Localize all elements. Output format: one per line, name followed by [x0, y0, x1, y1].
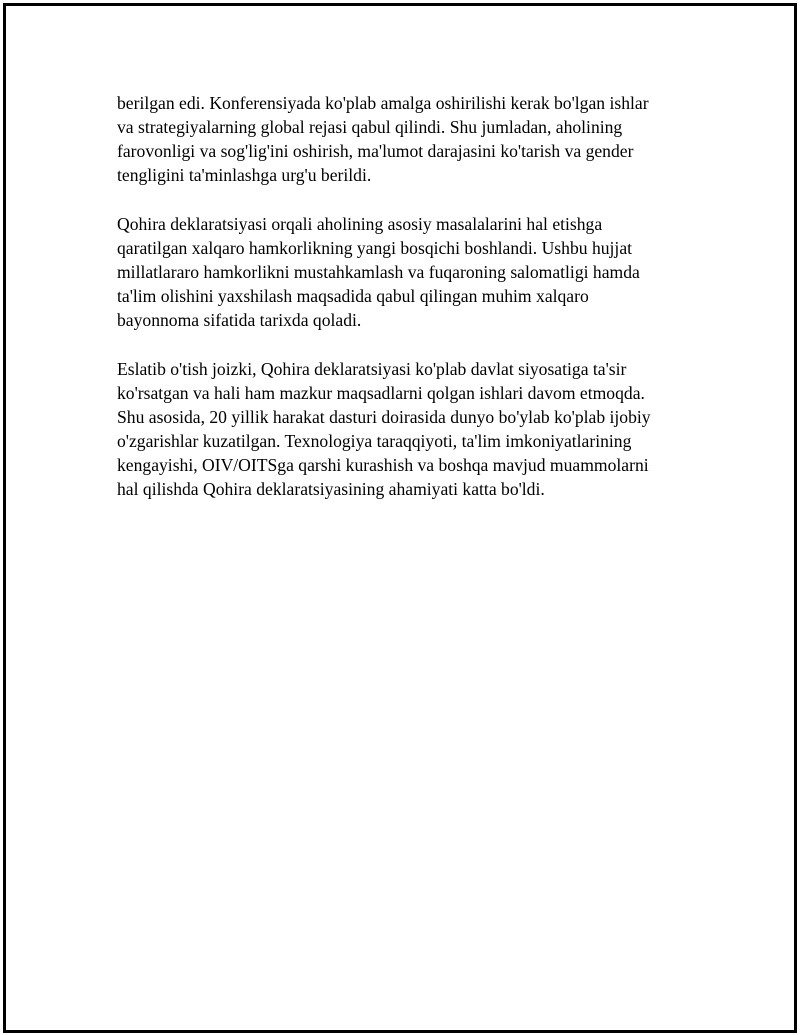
paragraph-line: o'zgarishlar kuzatilgan. Texnologiya taraqqiyoti, ta'lim imkoniyatlarining — [117, 431, 632, 451]
paragraph-line: ko'rsatgan va hali ham mazkur maqsadlarni qolgan ishlari davom etmoqda. — [117, 383, 645, 403]
paragraph-line: bayonnoma sifatida tarixda qoladi. — [117, 310, 362, 330]
paragraph-line: Qohira deklaratsiyasi orqali aholining asosiy masalalarini hal etishga — [117, 214, 603, 234]
paragraph-line: Eslatib o'tish joizki, Qohira deklaratsiyasi ko'plab davlat siyosatiga ta'sir — [117, 359, 627, 379]
paragraph-1 — [117, 91, 687, 187]
paragraph-line: berilgan edi. Konferensiyada ko'plab amalga oshirilishi kerak bo'lgan ishlar — [117, 93, 649, 113]
paragraph-3 — [117, 357, 687, 501]
paragraph-line: Shu asosida, 20 yillik harakat dasturi doirasida dunyo bo'ylab ko'plab ijobiy — [117, 407, 651, 427]
paragraph-line: va strategiyalarning global rejasi qabul qilindi. Shu jumladan, aholining — [117, 117, 623, 137]
paragraph-line: kengayishi, OIV/OITSga qarshi kurashish va boshqa mavjud muammolarni — [117, 455, 649, 475]
paragraph-line: ta'lim olishini yaxshilash maqsadida qabul qilingan muhim xalqaro — [117, 286, 589, 306]
paragraph-2 — [117, 212, 687, 332]
paragraph-line: tengligini ta'minlashga urg'u berildi. — [117, 165, 372, 185]
paragraph-line: hal qilishda Qohira deklaratsiyasining ahamiyati katta bo'ldi. — [117, 479, 545, 499]
paragraph-line: millatlararo hamkorlikni mustahkamlash va fuqaroning salomatligi hamda — [117, 262, 640, 282]
paragraph-line: qaratilgan xalqaro hamkorlikning yangi bosqichi boshlandi. Ushbu hujjat — [117, 238, 633, 258]
document-body — [117, 91, 687, 526]
paragraph-line: farovonligi va sog'lig'ini oshirish, ma'lumot darajasini ko'tarish va gender — [117, 141, 634, 161]
